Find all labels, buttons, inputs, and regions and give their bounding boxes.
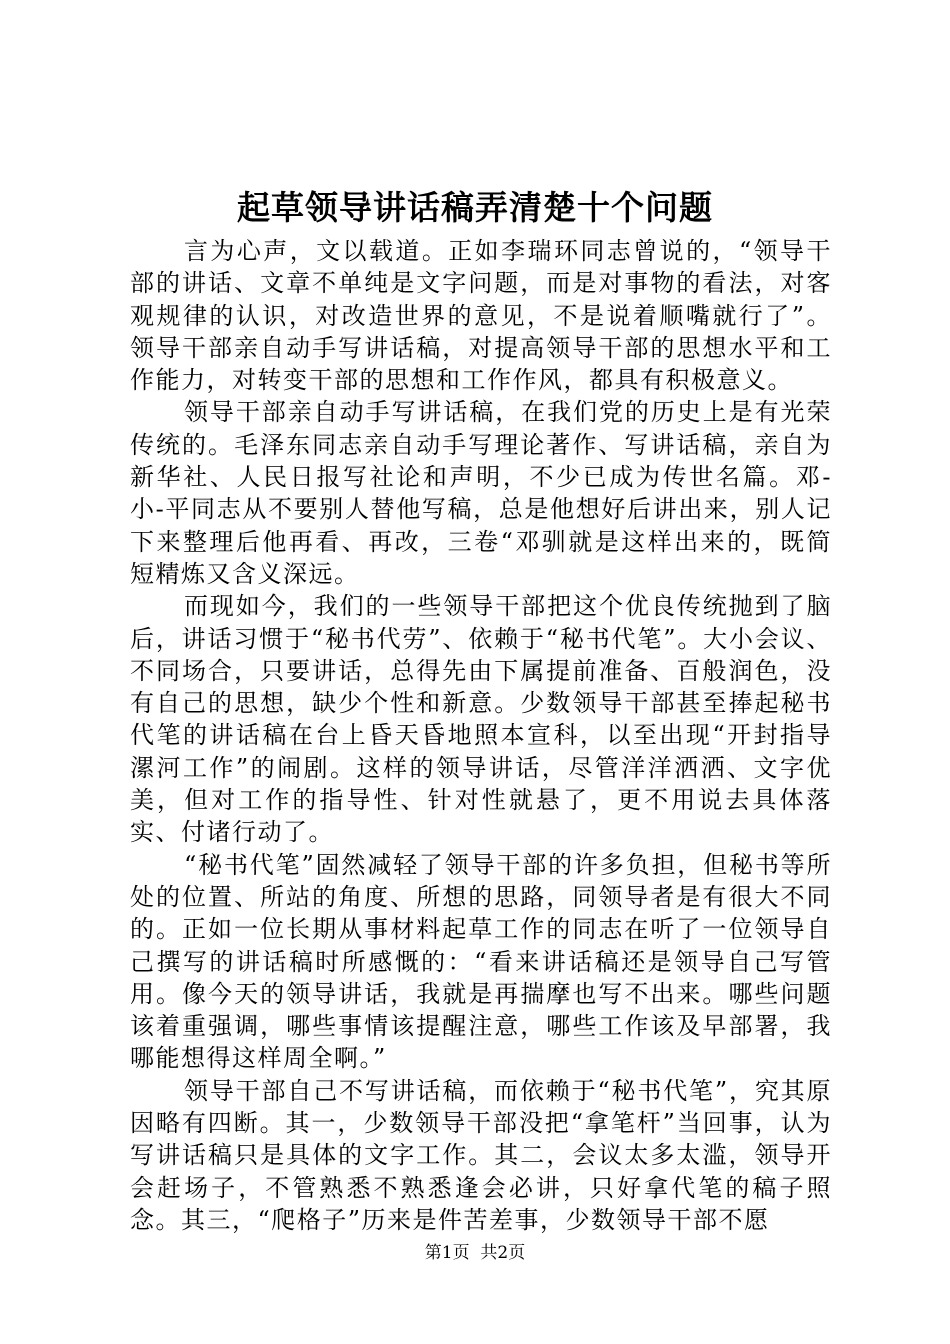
paragraph: 而现如今，我们的一些领导干部把这个优良传统抛到了脑后，讲话习惯于“秘书代劳”、依赖于“秘书代笔”。大小会议、不同场合，只要讲话，总得先由下属提前准备、百般润色，没有自己的思想，缺少个性和新意。少数领导干部甚至捧起秘书代笔的讲话稿在台上昏天昏地照本宣科，以至出现“开封指导漯河工作”的闹剧。这样的领导讲话，尽管洋洋洒洒、文字优美，但对工作的指导性、针对性就悬了，更不用说去具体落实、付诸行动了。 [130,592,832,847]
page-footer [0,1241,950,1265]
document-title: 起草领导讲话稿弄清楚十个问题 [237,188,713,227]
paragraph: “秘书代笔”固然减轻了领导干部的许多负担，但秘书等所处的位置、所站的角度、所想的思路，同领导者是有很大不同的。正如一位长期从事材料起草工作的同志在听了一位领导自己撰写的讲话稿时所感慨的：“看来讲话稿还是领导自己写管用。像今天的领导讲话，我就是再揣摩也写不出来。哪些问题该着重强调，哪些事情该提醒注意，哪些工作该及早部署，我哪能想得这样周全啊。” [130,850,832,1073]
paragraph: 领导干部自己不写讲话稿，而依赖于“秘书代笔”，究其原因略有四断。其一，少数领导干部没把“拿笔杆”当回事，认为写讲话稿只是具体的文字工作。其二，会议太多太滥，领导开会赶场子，不管熟悉不熟悉逢会必讲，只好拿代笔的稿子照念。其三，“爬格子”历来是件苦差事，少数领导干部不愿 [130,1076,832,1234]
page-number-label: 第1页 共2页 [424,1243,526,1263]
paragraph: 领导干部亲自动手写讲话稿，在我们党的历史上是有光荣传统的。毛泽东同志亲自动手写理论著作、写讲话稿，亲自为新华社、人民日报写社论和声明，不少已成为传世名篇。邓-小-平同志从不要别人替他写稿，总是他想好后讲出来，别人记下来整理后他再看、再改，三卷“邓驯就是这样出来的，既简短精炼又含义深远。 [130,398,832,588]
paragraph: 言为心声，文以载道。正如李瑞环同志曾说的，“领导干部的讲话、文章不单纯是文字问题，而是对事物的看法，对客观规律的认识，对改造世界的意见，不是说着顺嘴就行了”。领导干部亲自动手写讲话稿，对提高领导干部的思想水平和工作能力，对转变干部的思想和工作作风，都具有积极意义。 [130,237,832,395]
document-body [130,235,832,1236]
